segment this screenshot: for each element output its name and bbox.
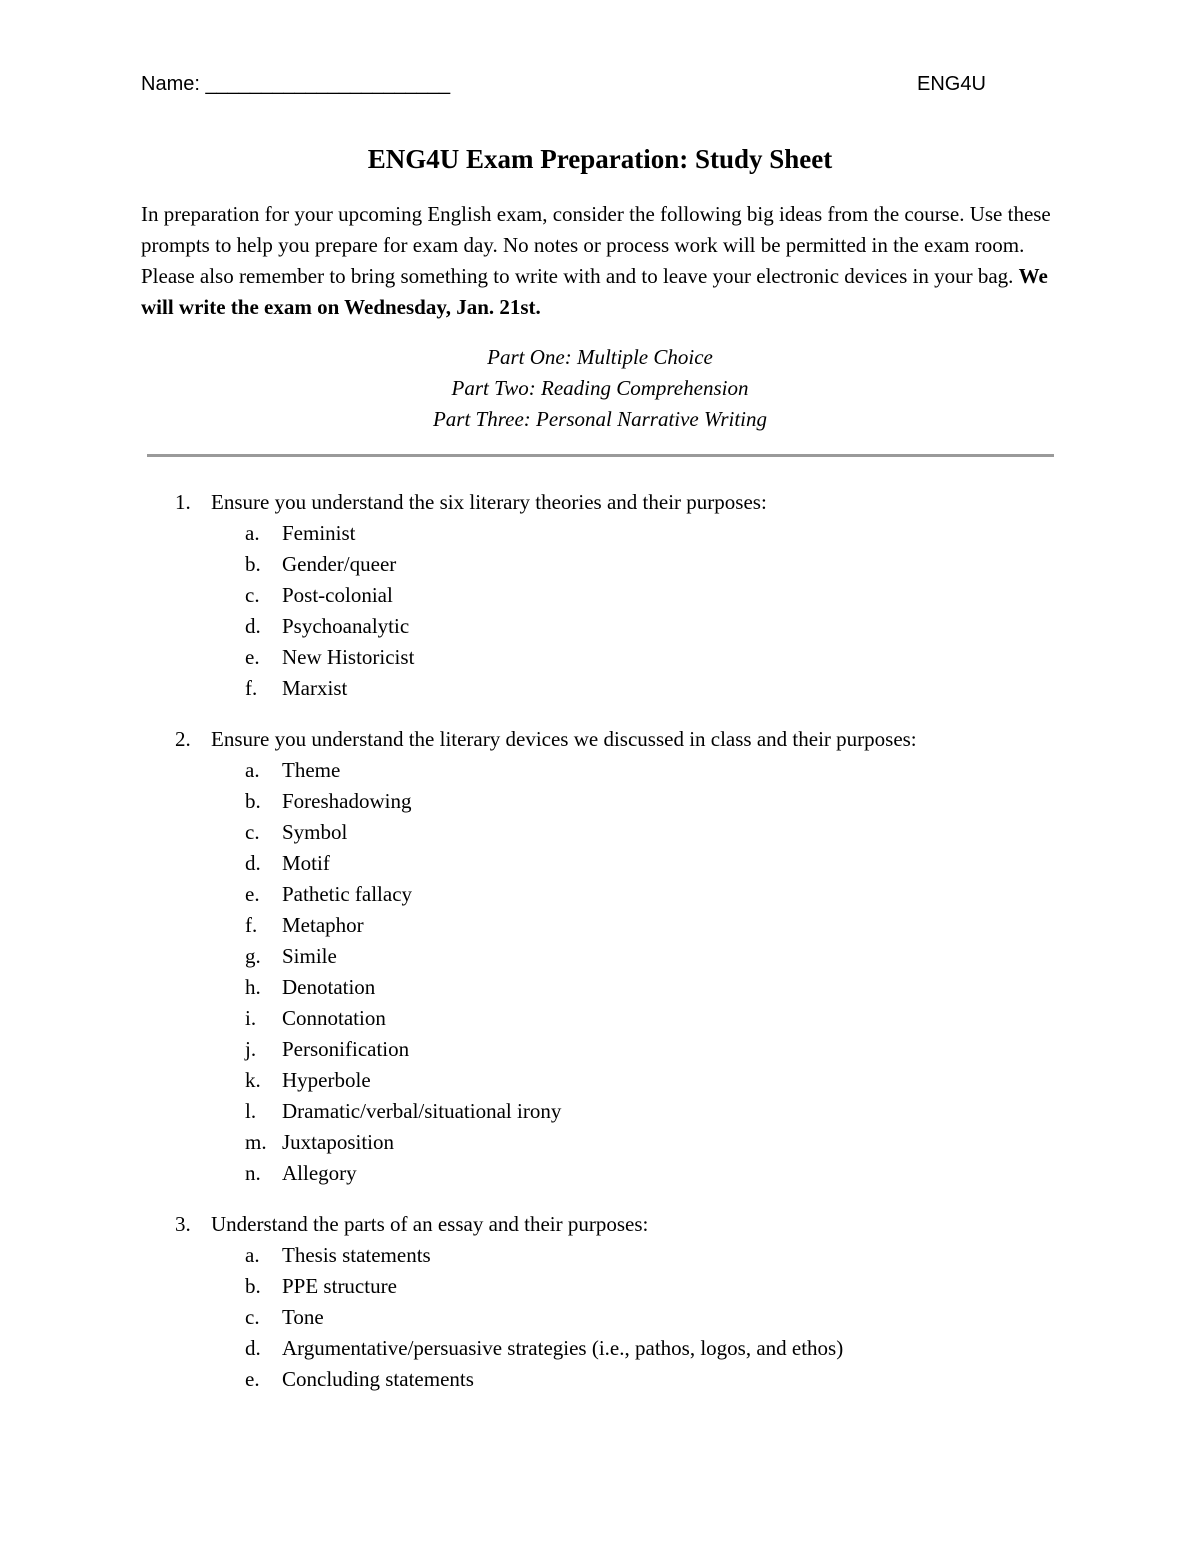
section-heading: Ensure you understand the literary devices we discussed in class and their purposes: — [211, 727, 917, 751]
item-letter: e. — [245, 645, 260, 669]
list-item — [211, 817, 1101, 848]
intro-text: In preparation for your upcoming English exam, consider the following big ideas from the course. Use these prompts to help you prepare for exam day. No notes or process work will be permitted in the exam room. Please also remember to bring something to write with and to leave your electronic devices in your bag. — [141, 202, 1051, 288]
item-text: Foreshadowing — [282, 789, 412, 813]
item-text: Symbol — [282, 820, 348, 844]
item-text: Hyperbole — [282, 1068, 371, 1092]
name-field-label: Name: ______________________ — [141, 73, 451, 95]
list-item — [211, 1364, 1101, 1395]
section-number: 2. — [175, 727, 191, 751]
list-item — [211, 1034, 1101, 1065]
list-item — [211, 1096, 1101, 1127]
item-text: Thesis statements — [282, 1243, 431, 1267]
item-letter: m. — [245, 1130, 267, 1154]
item-text: Allegory — [282, 1161, 357, 1185]
list-item — [211, 848, 1101, 879]
list-item — [211, 1333, 1101, 1364]
item-text: Dramatic/verbal/situational irony — [282, 1099, 562, 1123]
item-text: Connotation — [282, 1006, 386, 1030]
item-text: Psychoanalytic — [282, 614, 410, 638]
item-letter: i. — [245, 1006, 257, 1030]
item-letter: l. — [245, 1099, 257, 1123]
item-letter: d. — [245, 851, 261, 875]
exam-date-emphasis: We will write the exam on Wednesday, Jan. 21st. — [141, 264, 1048, 319]
item-letter: c. — [245, 583, 260, 607]
item-letter: a. — [245, 521, 260, 545]
item-letter: b. — [245, 1274, 261, 1298]
list-item — [211, 1271, 1101, 1302]
item-text: Concluding statements — [282, 1367, 474, 1391]
item-text: Post-colonial — [282, 583, 393, 607]
list-item — [211, 1240, 1101, 1271]
section-items — [211, 755, 1101, 1189]
item-letter: a. — [245, 1243, 260, 1267]
item-text: Argumentative/persuasive strategies (i.e., pathos, logos, and ethos) — [282, 1336, 844, 1360]
list-item — [211, 1065, 1101, 1096]
exam-part-three: Part Three: Personal Narrative Writing — [432, 407, 768, 431]
horizontal-divider — [147, 454, 1054, 457]
study-section — [141, 1209, 1101, 1395]
item-letter: c. — [245, 820, 260, 844]
item-text: New Historicist — [282, 645, 415, 669]
item-text: Denotation — [282, 975, 376, 999]
item-text: Juxtaposition — [282, 1130, 395, 1154]
section-items — [211, 518, 1101, 704]
item-letter: n. — [245, 1161, 261, 1185]
item-letter: c. — [245, 1305, 260, 1329]
exam-part-one: Part One: Multiple Choice — [487, 345, 713, 369]
section-heading: Understand the parts of an essay and their purposes: — [211, 1212, 649, 1236]
study-section — [141, 487, 1101, 704]
item-letter: e. — [245, 882, 260, 906]
list-item — [211, 1003, 1101, 1034]
item-letter: a. — [245, 758, 260, 782]
page-title: ENG4U Exam Preparation: Study Sheet — [367, 144, 833, 174]
section-heading: Ensure you understand the six literary theories and their purposes: — [211, 490, 767, 514]
item-text: PPE structure — [282, 1274, 397, 1298]
section-number: 1. — [175, 490, 191, 514]
item-text: Pathetic fallacy — [282, 882, 413, 906]
item-letter: f. — [245, 913, 258, 937]
item-text: Theme — [282, 758, 341, 782]
list-item — [211, 755, 1101, 786]
list-item — [211, 879, 1101, 910]
item-letter: h. — [245, 975, 261, 999]
item-text: Marxist — [282, 676, 348, 700]
item-text: Metaphor — [282, 913, 364, 937]
item-text: Motif — [282, 851, 330, 875]
intro-paragraph — [141, 199, 1061, 323]
study-sections — [141, 487, 1101, 1415]
list-item — [211, 580, 1101, 611]
list-item — [211, 786, 1101, 817]
list-item — [211, 642, 1101, 673]
list-item — [211, 611, 1101, 642]
exam-part-two: Part Two: Reading Comprehension — [451, 376, 749, 400]
list-item — [211, 549, 1101, 580]
item-letter: e. — [245, 1367, 260, 1391]
course-code: ENG4U — [917, 73, 986, 95]
list-item — [211, 972, 1101, 1003]
section-items — [211, 1240, 1101, 1395]
item-letter: d. — [245, 1336, 261, 1360]
list-item — [211, 910, 1101, 941]
item-text: Tone — [282, 1305, 324, 1329]
item-letter: f. — [245, 676, 258, 700]
item-letter: k. — [245, 1068, 261, 1092]
item-letter: g. — [245, 944, 261, 968]
section-number: 3. — [175, 1212, 191, 1236]
item-letter: b. — [245, 789, 261, 813]
list-item — [211, 673, 1101, 704]
item-letter: d. — [245, 614, 261, 638]
item-text: Gender/queer — [282, 552, 397, 576]
item-letter: b. — [245, 552, 261, 576]
item-text: Personification — [282, 1037, 410, 1061]
item-text: Feminist — [282, 521, 356, 545]
study-section — [141, 724, 1101, 1189]
list-item — [211, 1127, 1101, 1158]
list-item — [211, 1302, 1101, 1333]
item-text: Simile — [282, 944, 337, 968]
list-item — [211, 518, 1101, 549]
exam-parts — [0, 342, 1200, 435]
list-item — [211, 941, 1101, 972]
item-letter: j. — [245, 1037, 257, 1061]
list-item — [211, 1158, 1101, 1189]
